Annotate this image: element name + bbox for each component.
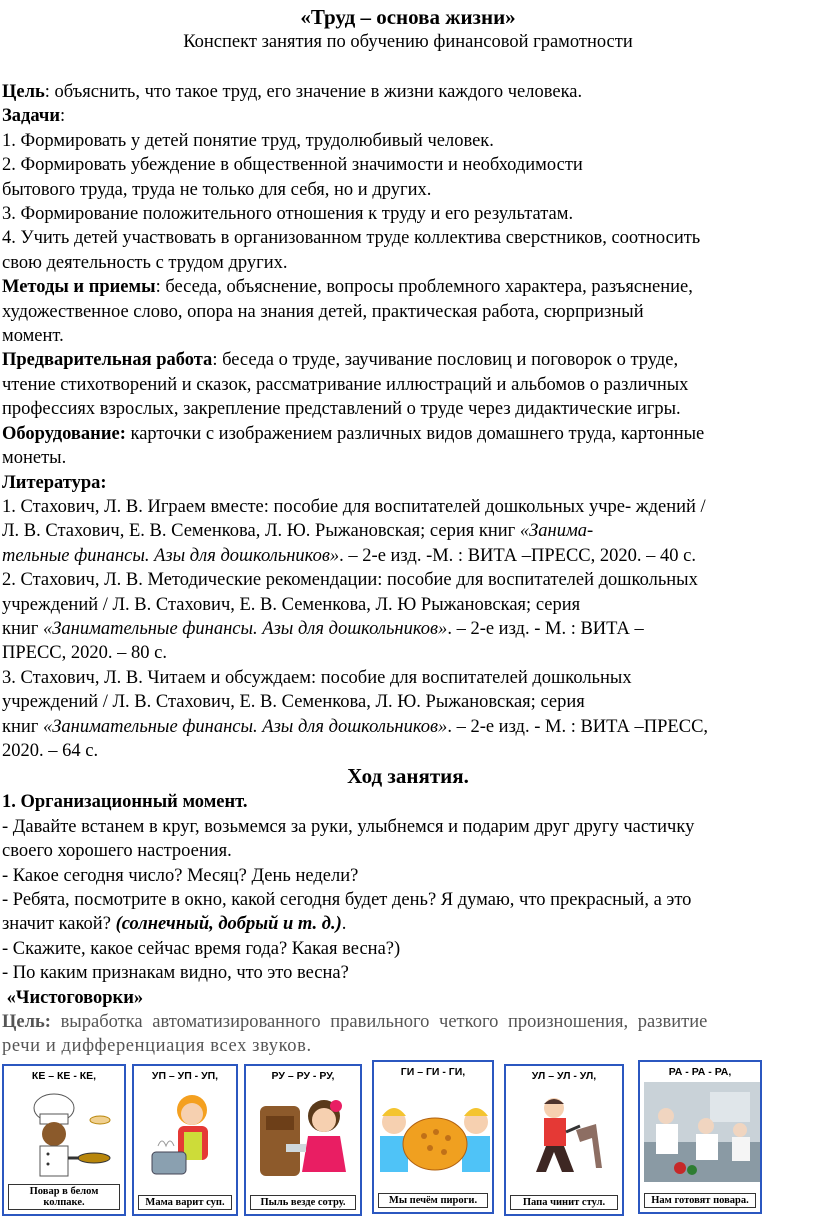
- literature-line: [2, 544, 814, 568]
- cleaning-girl-icon: [246, 1086, 362, 1196]
- card-title: КЕ – КЕ - КЕ,: [31, 1070, 97, 1082]
- prework-paragraph: [2, 348, 814, 372]
- org-line: - Скажите, какое сейчас время года? Какая весна?): [2, 938, 401, 959]
- prework-line: профессиях взрослых, закрепление представлений о труде через дидактические игры.: [2, 399, 681, 420]
- tongue-goal: [2, 1010, 814, 1034]
- card-caption: Повар в белом колпаке.: [8, 1184, 120, 1210]
- literature-series: «Занимательные финансы. Азы для дошкольников»: [43, 618, 448, 639]
- goal-label: Цель: [2, 82, 45, 102]
- task-line: 3. Формирование положительного отношения к труду и его результатам.: [2, 204, 574, 225]
- literature-line: 3. Стахович, Л. В. Читаем и обсуждаем: пособие для воспитателей дошкольных: [2, 667, 632, 688]
- literature-line: 2020. – 64 с.: [2, 740, 99, 761]
- literature-line: [2, 519, 814, 543]
- pie-children-icon: [374, 1082, 494, 1192]
- kitchen-photo-icon: [640, 1082, 762, 1192]
- literature-line: ПРЕСС, 2020. – 80 с.: [2, 643, 167, 664]
- literature-line: учреждений / Л. В. Стахович, Е. В. Семенкова, Л. Ю. Рыжановская; серия: [2, 692, 585, 713]
- tasks-label: Задачи: [2, 106, 60, 127]
- org-line: - Давайте встанем в круг, возьмемся за руки, улыбнемся и подарим друг другу частичку: [2, 816, 695, 837]
- task-line: 4. Учить детей участвовать в организованном труде коллектива сверстников, соотносить: [2, 228, 701, 249]
- org-text: .: [341, 914, 347, 935]
- methods-paragraph: [2, 275, 814, 299]
- card-caption: Нам готовят повара.: [644, 1193, 756, 1208]
- document-title: «Труд – основа жизни»: [300, 5, 516, 29]
- literature-line: [2, 715, 814, 739]
- literature-line: 2. Стахович, Л. В. Методические рекомендации: пособие для воспитателей дошкольных: [2, 570, 698, 591]
- org-label: 1. Организационный момент.: [2, 792, 248, 813]
- org-line: - Ребята, посмотрите в окно, какой сегодня будет день? Я думаю, что прекрасный, а это: [2, 890, 692, 910]
- equipment-paragraph: [2, 422, 814, 446]
- tasks-colon: :: [59, 106, 66, 127]
- card-title: РА - РА - РА,: [668, 1066, 732, 1078]
- tasks-heading: [2, 104, 814, 128]
- equipment-label: Оборудование:: [2, 423, 126, 444]
- card-chef: [2, 1064, 126, 1216]
- card-title: УП – УП - УП,: [151, 1070, 219, 1082]
- prework-line: : беседа о труде, заучивание пословиц и поговорок о труде,: [212, 350, 679, 371]
- document-subtitle: Конспект занятия по обучению финансовой грамотности: [183, 32, 633, 52]
- tongue-twister-cards: [0, 1060, 816, 1220]
- repair-father-icon: [506, 1086, 624, 1196]
- card-kitchen-cooks: [638, 1060, 762, 1214]
- goal-text: : объяснить, что такое труд, его значение в жизни каждого человека.: [44, 82, 583, 102]
- task-line: 2. Формировать убеждение в общественной значимости и необходимости: [2, 155, 583, 176]
- literature-line: учреждений / Л. В. Стахович, Е. В. Семенкова, Л. Ю Рыжановская; серия: [2, 594, 581, 615]
- methods-label: Методы и приемы: [2, 277, 156, 298]
- card-caption: Пыль везде сотру.: [250, 1195, 356, 1210]
- card-title: УЛ – УЛ - УЛ,: [531, 1070, 597, 1082]
- org-line: - Какое сегодня число? Месяц? День недели?: [2, 865, 359, 886]
- prework-line: чтение стихотворений и сказок, рассматривание иллюстраций и альбомов о различных: [2, 374, 689, 395]
- chef-icon: [4, 1086, 126, 1196]
- prework-label: Предварительная работа: [2, 350, 213, 371]
- literature-series: тельные финансы. Азы для дошкольников»: [2, 545, 340, 566]
- literature-line: 1. Стахович, Л. В. Играем вместе: пособие для воспитателей дошкольных учре- ждений /: [2, 496, 706, 517]
- literature-text: . – 2-е изд. - М. : ВИТА –ПРЕСС,: [447, 716, 709, 737]
- org-text: значит какой?: [2, 914, 116, 935]
- methods-line: момент.: [2, 326, 64, 347]
- tongue-goal-text: выработка автоматизированного правильного четкого произношения, развитие: [50, 1012, 708, 1033]
- org-answer: (солнечный, добрый и т. д.): [115, 914, 342, 935]
- cooking-mother-icon: [134, 1086, 238, 1196]
- methods-line: художественное слово, опора на знания детей, практическая работа, сюрпризный: [2, 301, 644, 322]
- card-title: ГИ – ГИ - ГИ,: [400, 1066, 466, 1078]
- literature-text: книг: [2, 716, 44, 737]
- card-mother-soup: [132, 1064, 238, 1216]
- tongue-label: «Чистоговорки»: [2, 987, 144, 1008]
- card-girl-cleaning: [244, 1064, 362, 1216]
- methods-line: : беседа, объяснение, вопросы проблемного характера, разъяснение,: [155, 277, 693, 298]
- literature-series: «Занимательные финансы. Азы для дошкольников»: [43, 716, 448, 737]
- document-body: [2, 80, 814, 1059]
- card-baking-pies: [372, 1060, 494, 1214]
- equipment-line: монеты.: [2, 448, 67, 469]
- org-line: - По каким признакам видно, что это весна?: [2, 963, 349, 984]
- literature-text: Л. В. Стахович, Е. В. Семенкова, Л. Ю. Рыжановская; серия книг: [2, 521, 520, 542]
- org-line: [2, 912, 814, 936]
- tongue-goal-label: Цель:: [2, 1012, 51, 1033]
- literature-text: . – 2-е изд. - М. : ВИТА –: [447, 618, 644, 639]
- card-caption: Папа чинит стул.: [510, 1195, 618, 1210]
- task-line: бытового труда, труда не только для себя, но и других.: [2, 179, 432, 200]
- goal-paragraph: [2, 80, 814, 104]
- course-heading: Ход занятия.: [347, 764, 469, 789]
- literature-text: . – 2-е изд. -М. : ВИТА –ПРЕСС, 2020. – 40 с.: [339, 545, 696, 566]
- literature-text: книг: [2, 618, 44, 639]
- literature-line: [2, 617, 814, 641]
- card-caption: Мы печём пироги.: [378, 1193, 488, 1208]
- task-line: свою деятельность с трудом других.: [2, 252, 288, 273]
- org-line: своего хорошего настроения.: [2, 841, 232, 862]
- card-father-repair: [504, 1064, 624, 1216]
- card-caption: Мама варит суп.: [138, 1195, 232, 1210]
- literature-series: «Занима-: [519, 521, 594, 542]
- task-line: 1. Формировать у детей понятие труд, трудолюбивый человек.: [2, 130, 494, 151]
- equipment-line: карточки с изображением различных видов домашнего труда, картонные: [125, 423, 705, 444]
- card-title: РУ – РУ - РУ,: [271, 1070, 335, 1082]
- literature-label: Литература:: [2, 472, 107, 493]
- tongue-goal-line: речи и дифференциация всех звуков.: [2, 1036, 312, 1057]
